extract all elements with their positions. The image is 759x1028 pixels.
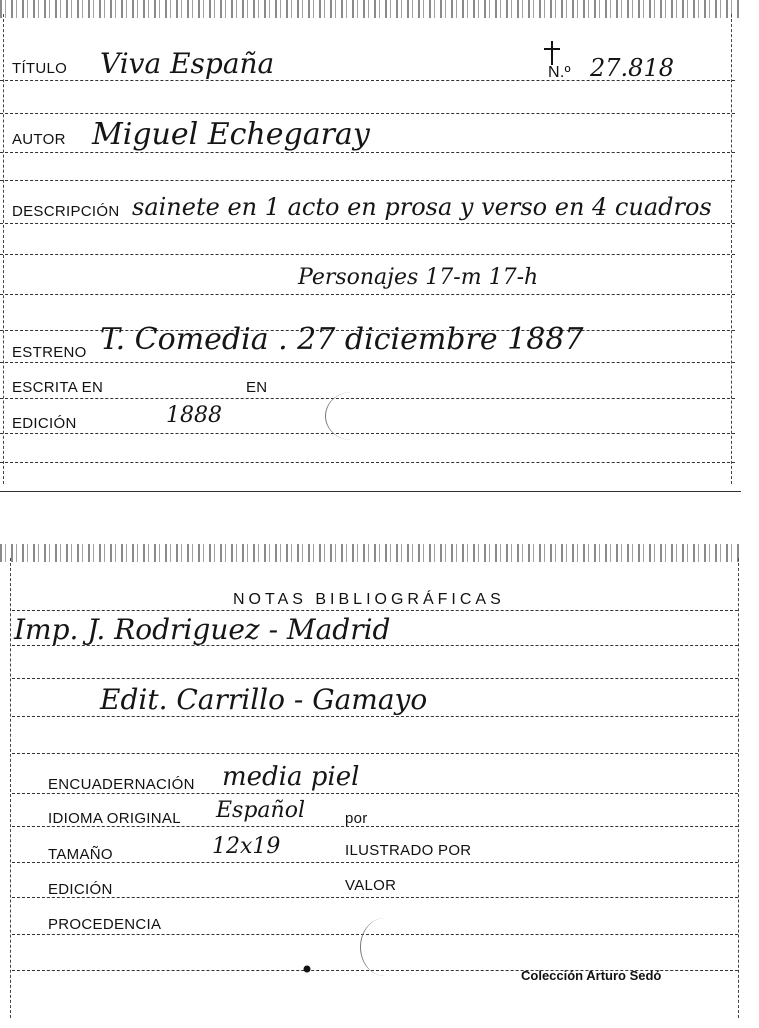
card-top-edge: [0, 0, 741, 18]
rule-line: [0, 180, 735, 181]
punch-hole-mark: [360, 918, 409, 976]
rule-line: [0, 362, 735, 363]
descripcion-value-line2: Personajes 17-m 17-h: [298, 265, 539, 290]
rule-line: [12, 678, 738, 679]
page-divider: [0, 491, 741, 492]
descripcion-value-line1: sainete en 1 acto en prosa y verso en 4 cuadros: [132, 193, 712, 221]
rule-line: [0, 254, 735, 255]
edicion-label-bottom: EDICIÓN: [48, 881, 113, 898]
rule-line: [0, 223, 735, 224]
rule-line: [12, 897, 738, 898]
catalog-card-front: [0, 0, 741, 490]
encuadernacion-label: ENCUADERNACIÓN: [48, 776, 195, 793]
notes-line-1: Imp. J. Rodriguez - Madrid: [14, 613, 391, 646]
ink-dot-icon: [302, 964, 312, 974]
por-label: por: [345, 810, 368, 827]
tamano-label: TAMAÑO: [48, 846, 113, 863]
punch-hole-mark: [325, 392, 378, 440]
notes-line-2: Edit. Carrillo - Gamayo: [100, 683, 428, 716]
autor-value: Miguel Echegaray: [92, 117, 370, 152]
tamano-value: 12x19: [212, 834, 281, 859]
escrita-en-label: ESCRITA EN: [12, 379, 104, 396]
escrita-en-second-label: EN: [246, 379, 268, 396]
titulo-label: TÍTULO: [12, 60, 68, 77]
rule-line: [12, 862, 738, 863]
cross-mark-icon: [542, 40, 562, 66]
collection-footer: Colección Arturo Sedó: [521, 968, 662, 983]
notas-heading: NOTAS BIBLIOGRÁFICAS: [233, 591, 505, 608]
descripcion-label: DESCRIPCIÓN: [12, 203, 120, 220]
valor-label: VALOR: [345, 877, 397, 894]
rule-line: [12, 753, 738, 754]
encuadernacion-value: media piel: [222, 762, 360, 792]
edicion-value: 1888: [166, 403, 222, 428]
card-left-edge: [3, 14, 4, 484]
card-top-edge: [0, 544, 741, 562]
rule-line: [0, 294, 735, 295]
ilustrado-por-label: ILUSTRADO POR: [345, 842, 472, 859]
estreno-label: ESTRENO: [12, 344, 87, 361]
card-right-edge: [738, 558, 739, 1018]
edicion-label: EDICIÓN: [12, 415, 77, 432]
estreno-value: T. Comedia . 27 diciembre 1887: [100, 322, 584, 357]
numero-value: 27.818: [590, 54, 674, 82]
autor-label: AUTOR: [12, 131, 66, 148]
numero-label: N.º: [548, 64, 571, 81]
rule-line: [0, 462, 735, 463]
rule-line: [0, 152, 735, 153]
rule-line: [12, 610, 738, 611]
rule-line: [0, 113, 735, 114]
titulo-value: Viva España: [100, 47, 275, 80]
idioma-original-value: Español: [216, 798, 305, 823]
procedencia-label: PROCEDENCIA: [48, 916, 162, 933]
card-right-edge: [731, 14, 732, 484]
catalog-card-back: [0, 538, 741, 1028]
idioma-original-label: IDIOMA ORIGINAL: [48, 810, 181, 827]
rule-line: [12, 716, 738, 717]
card-left-edge: [10, 558, 11, 1018]
